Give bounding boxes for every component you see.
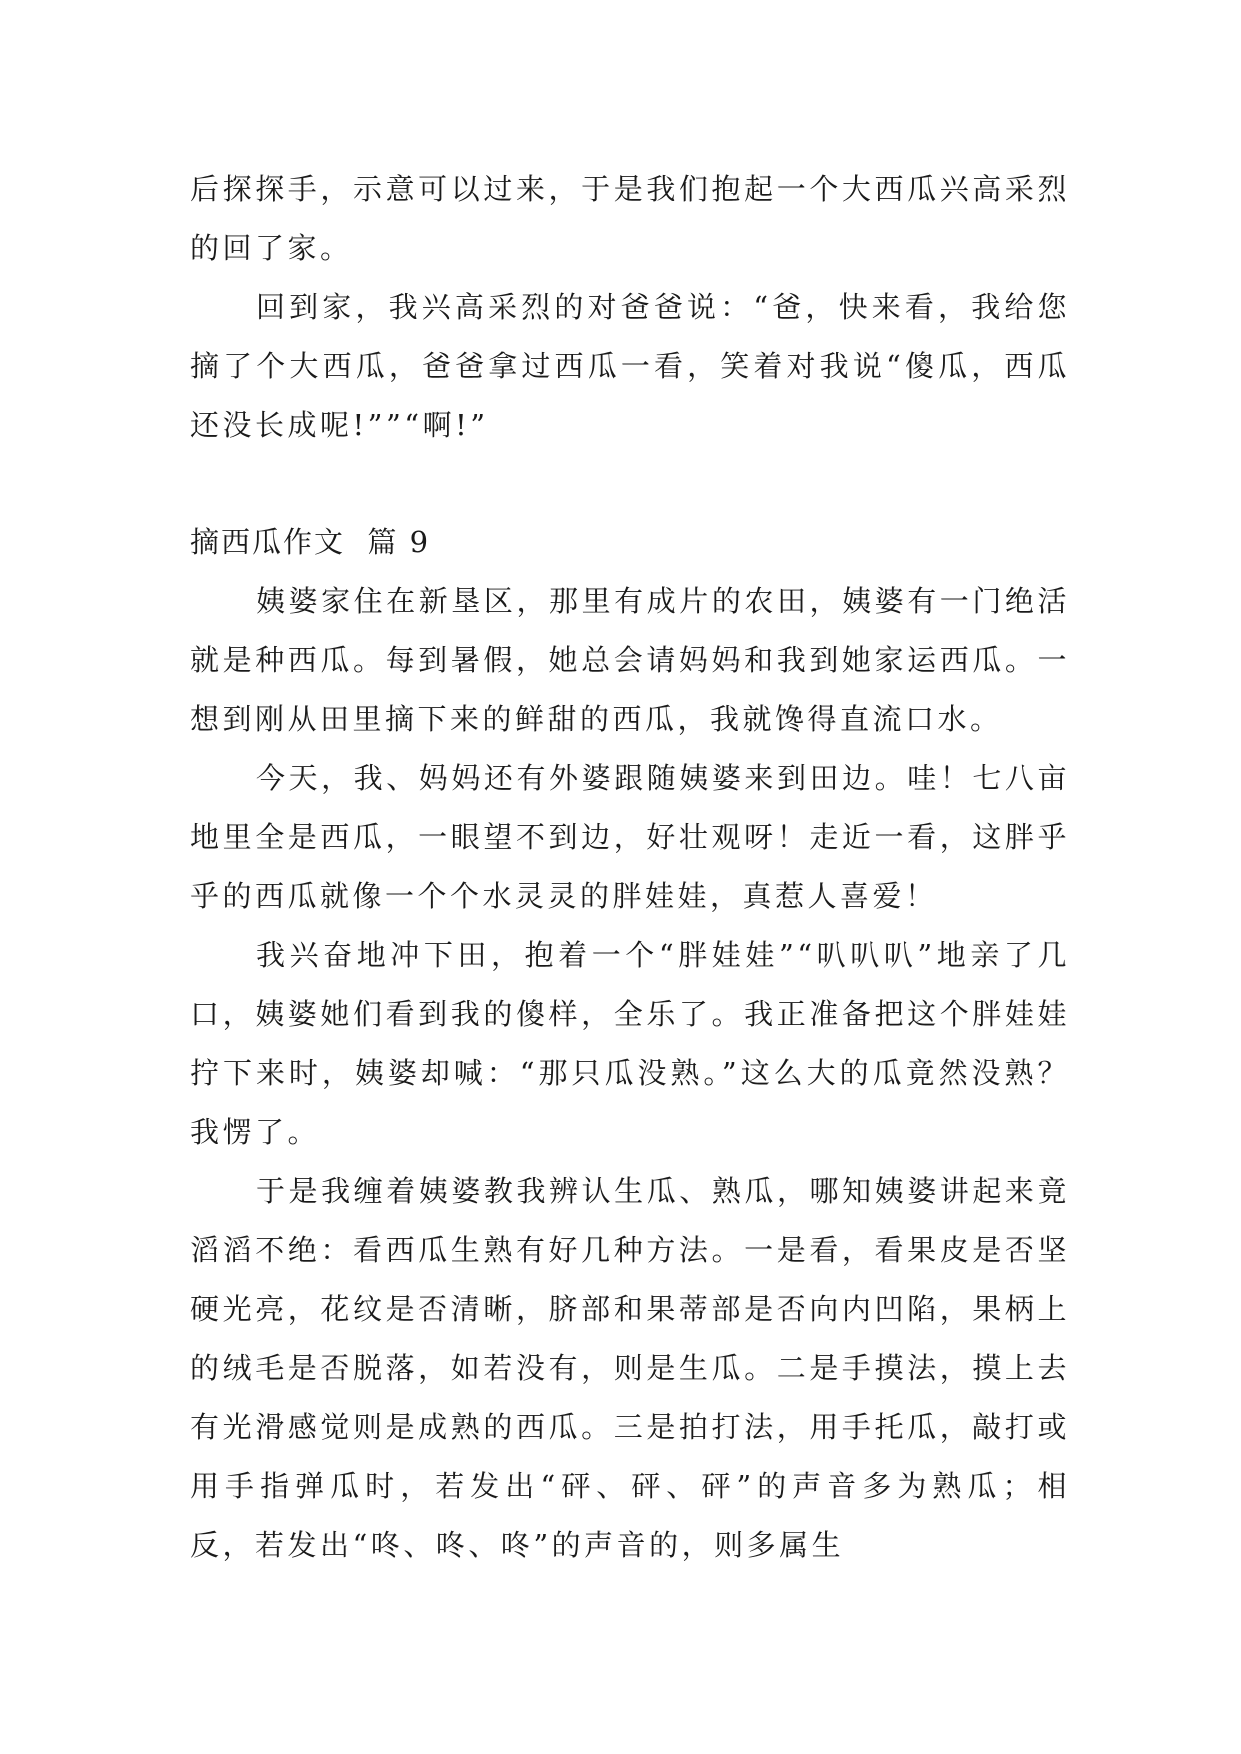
paragraph-ripeness-methods: 于是我缠着姨婆教我辨认生瓜、熟瓜，哪知姨婆讲起来竟滔滔不绝：看西瓜生熟有好几种方法。一是看，看果皮是否坚硬光亮，花纹是否清晰，脐部和果蒂部是否向内凹陷，果柄上的绒毛是否脱落，如若没有，则是生瓜。二是手摸法，摸上去有光滑感觉则是成熟的西瓜。三是拍打法，用手托瓜，敲打或用手指弹瓜时，若发出“砰、砰、砰”的声音多为熟瓜；相反，若发出“咚、咚、咚”的声音的，则多属生 bbox=[190, 1174, 1070, 1562]
paragraph-continued: 后探探手，示意可以过来，于是我们抱起一个大西瓜兴高采烈的回了家。 bbox=[190, 172, 1070, 265]
section-title: 摘西瓜作文 篇 9 bbox=[190, 525, 431, 559]
paragraph-field-visit: 今天，我、妈妈还有外婆跟随姨婆来到田边。哇！七八亩地里全是西瓜，一眼望不到边，好壮观呀！走近一看，这胖乎乎的西瓜就像一个个水灵灵的胖娃娃，真惹人喜爱！ bbox=[190, 761, 1070, 913]
paragraph-unripe-melon: 我兴奋地冲下田，抱着一个“胖娃娃”“叭叭叭”地亲了几口，姨婆她们看到我的傻样，全乐了。我正准备把这个胖娃娃拧下来时，姨婆却喊：“那只瓜没熟。”这么大的瓜竟然没熟？我愣了。 bbox=[190, 938, 1070, 1149]
document-body bbox=[190, 160, 1070, 1575]
paragraph-aunt-farm: 姨婆家住在新垦区，那里有成片的农田，姨婆有一门绝活就是种西瓜。每到暑假，她总会请妈妈和我到她家运西瓜。一想到刚从田里摘下来的鲜甜的西瓜，我就馋得直流口水。 bbox=[190, 584, 1070, 736]
paragraph-dad-dialogue: 回到家，我兴高采烈的对爸爸说：“爸，快来看，我给您摘了个大西瓜，爸爸拿过西瓜一看，笑着对我说“傻瓜，西瓜还没长成呢!””“啊!” bbox=[190, 290, 1070, 442]
